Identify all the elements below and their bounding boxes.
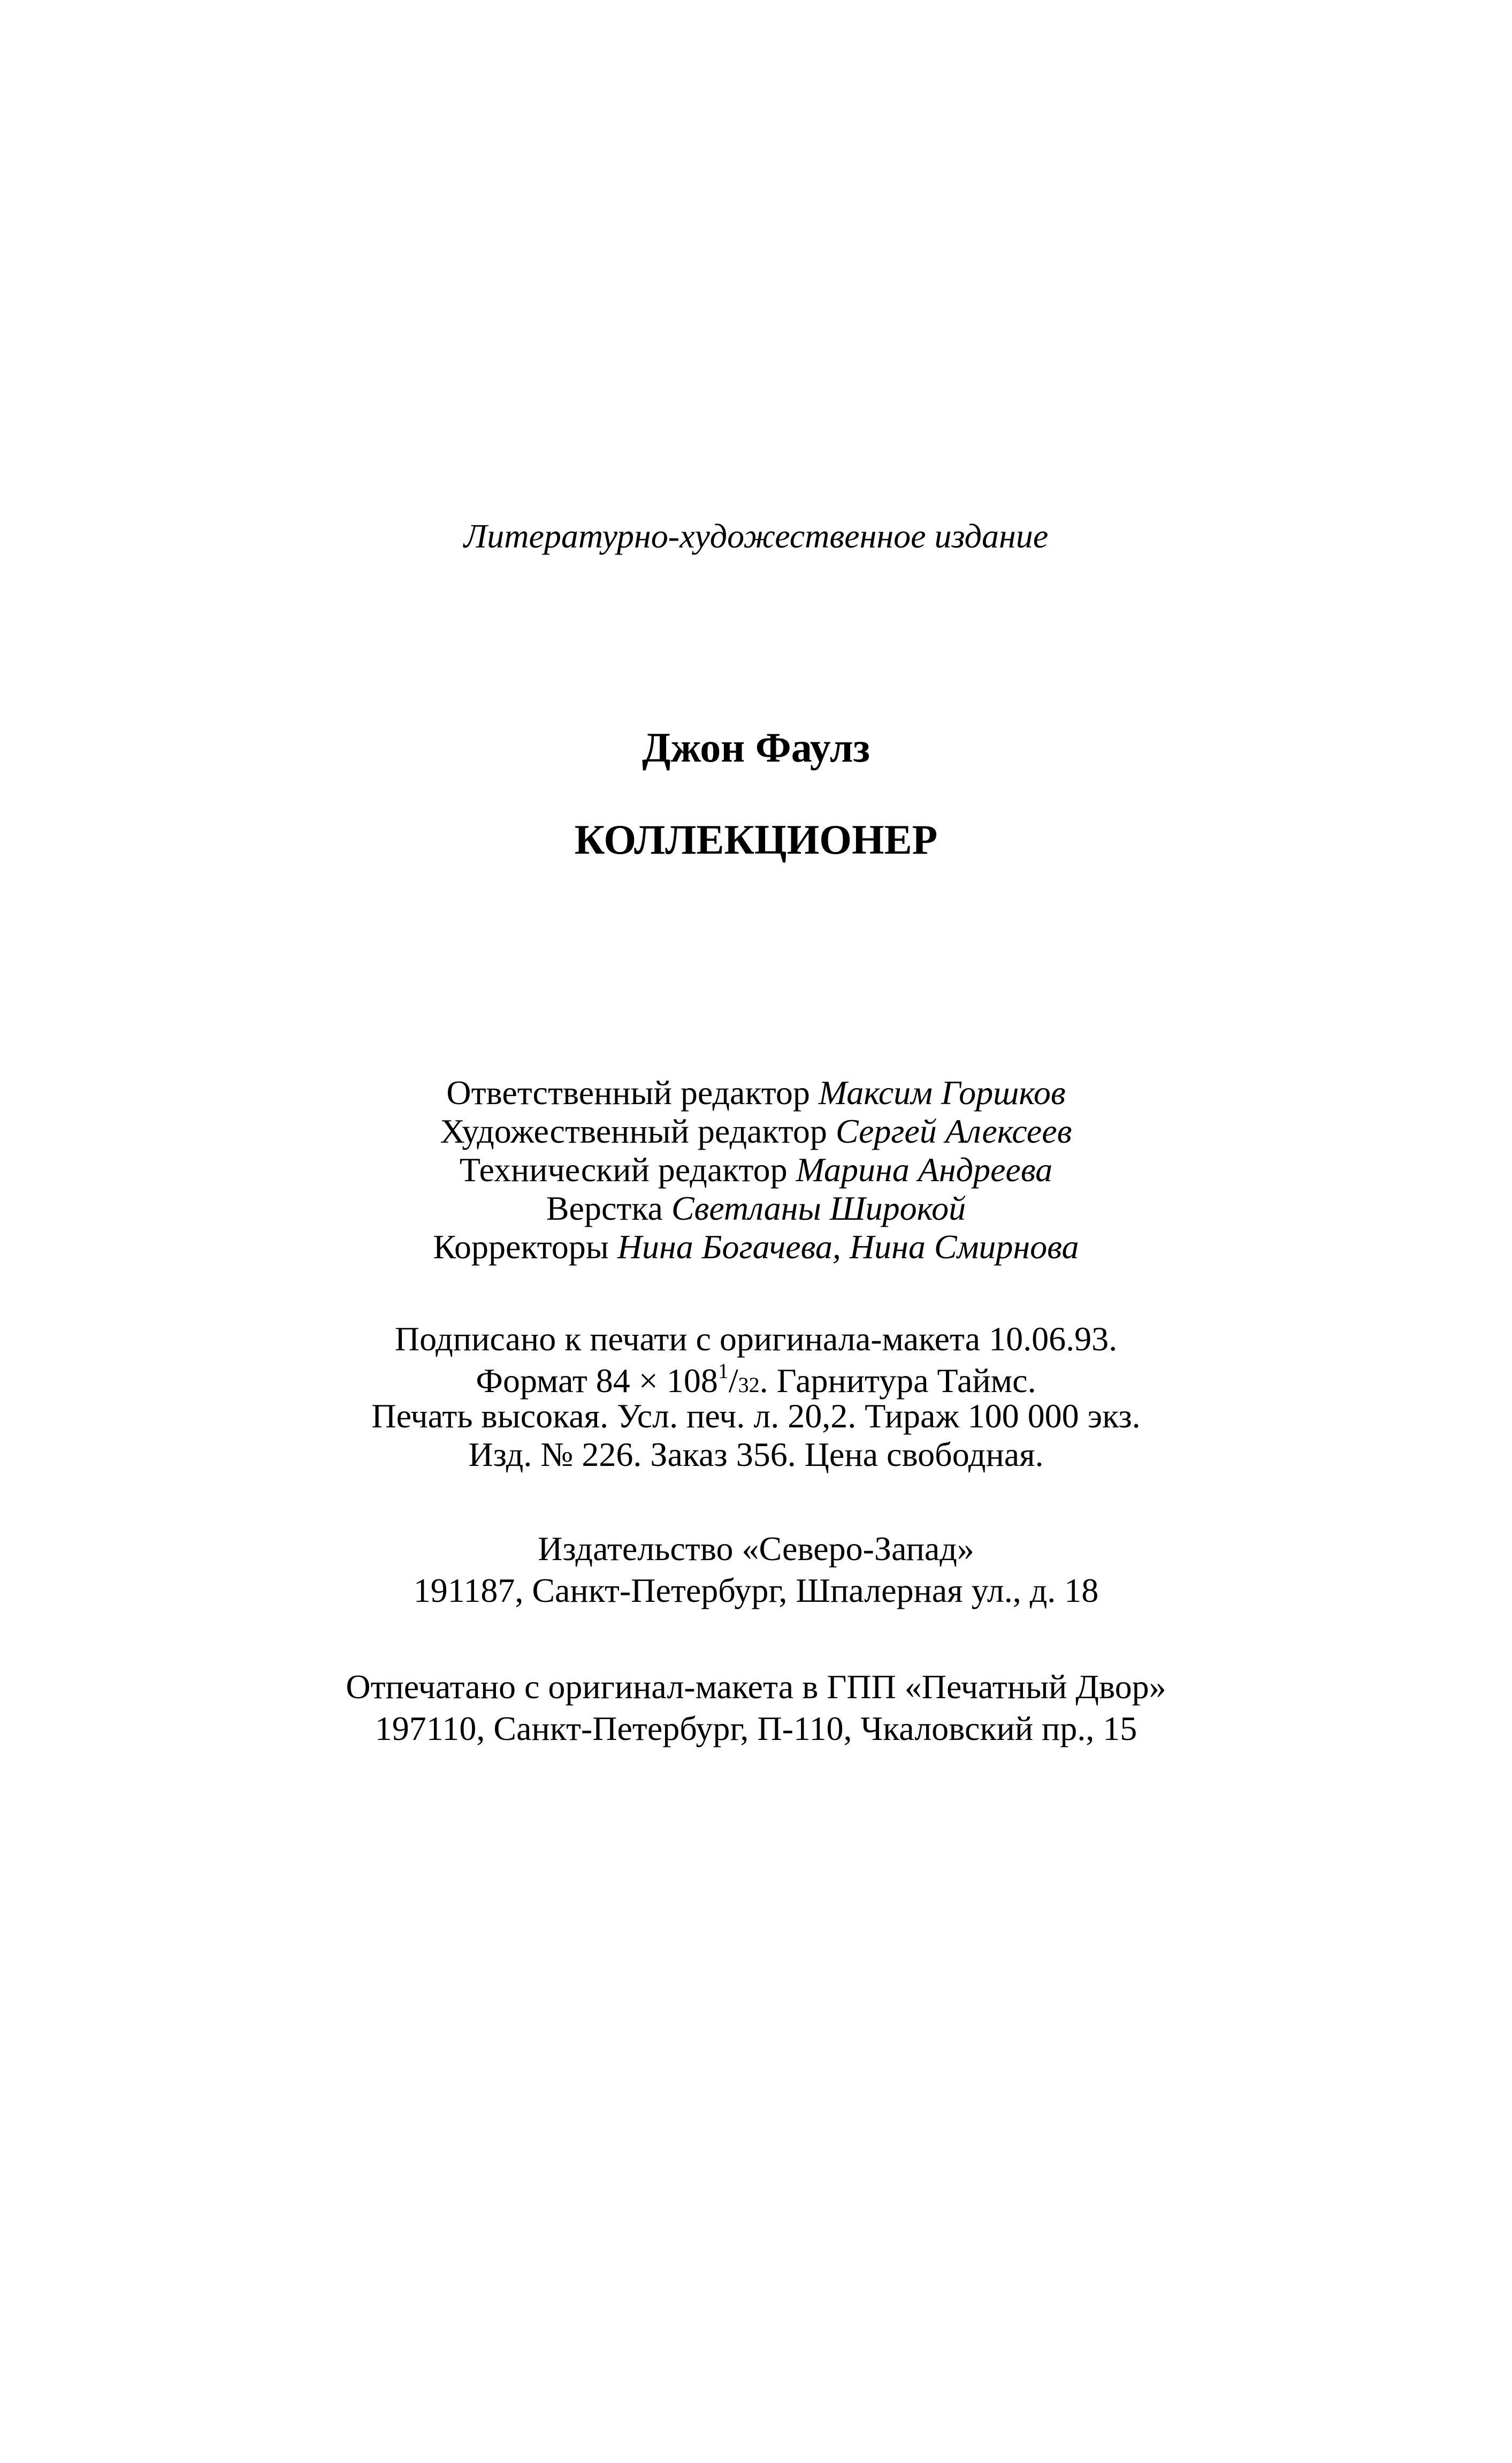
format-number: 108 <box>658 1362 718 1400</box>
print-circulation-line: Печать высокая. Усл. печ. л. 20,2. Тираж 100 000 экз. <box>371 1397 1141 1435</box>
credit-tech-editor <box>0 1153 1512 1187</box>
credit-name: Светланы Широкой <box>671 1189 966 1227</box>
credit-name: Марина Андреева <box>796 1151 1053 1189</box>
credit-role: Технический редактор <box>459 1151 788 1189</box>
credit-role: Ответственный редактор <box>446 1074 810 1112</box>
credit-role: Верстка <box>546 1189 663 1227</box>
credit-name: Нина Богачева, Нина Смирнова <box>617 1228 1079 1266</box>
format-prefix: Формат 84 <box>476 1362 630 1400</box>
credit-name: Максим Горшков <box>818 1074 1066 1112</box>
credit-role: Корректоры <box>433 1228 609 1266</box>
credit-role: Художественный редактор <box>440 1112 827 1150</box>
publisher-address: 191187, Санкт-Петербург, Шпалерная ул., д. 18 <box>413 1571 1099 1609</box>
credit-name: Сергей Алексеев <box>835 1112 1072 1150</box>
credit-layout <box>0 1191 1512 1226</box>
print-order-line: Изд. № 226. Заказ 356. Цена свободная. <box>468 1435 1044 1473</box>
format-fraction-numerator: 1 <box>717 1359 729 1383</box>
printer-address: 197110, Санкт-Петербург, П-110, Чкаловский пр., 15 <box>375 1709 1137 1747</box>
credit-proofreaders <box>0 1230 1512 1264</box>
publisher-name: Издательство «Северо-Запад» <box>538 1530 974 1568</box>
format-suffix: . Гарнитура Таймс. <box>759 1362 1036 1400</box>
format-fraction-denominator: 32 <box>738 1373 760 1397</box>
print-signed-line: Подписано к печати с оригинала-макета 10.06.93. <box>394 1320 1118 1358</box>
format-multiply-sign: × <box>638 1362 658 1400</box>
edition-type: Литературно-художественное издание <box>463 517 1049 555</box>
author-name: Джон Фаулз <box>642 724 870 771</box>
printer-line: Отпечатано с оригинал-макета в ГПП «Печатный Двор» <box>346 1668 1166 1706</box>
credit-chief-editor <box>0 1076 1512 1110</box>
credit-art-editor <box>0 1114 1512 1149</box>
book-title: КОЛЛЕКЦИОНЕР <box>574 816 938 863</box>
format-fraction-slash: / <box>728 1362 738 1400</box>
print-format-line <box>0 1360 1512 1398</box>
